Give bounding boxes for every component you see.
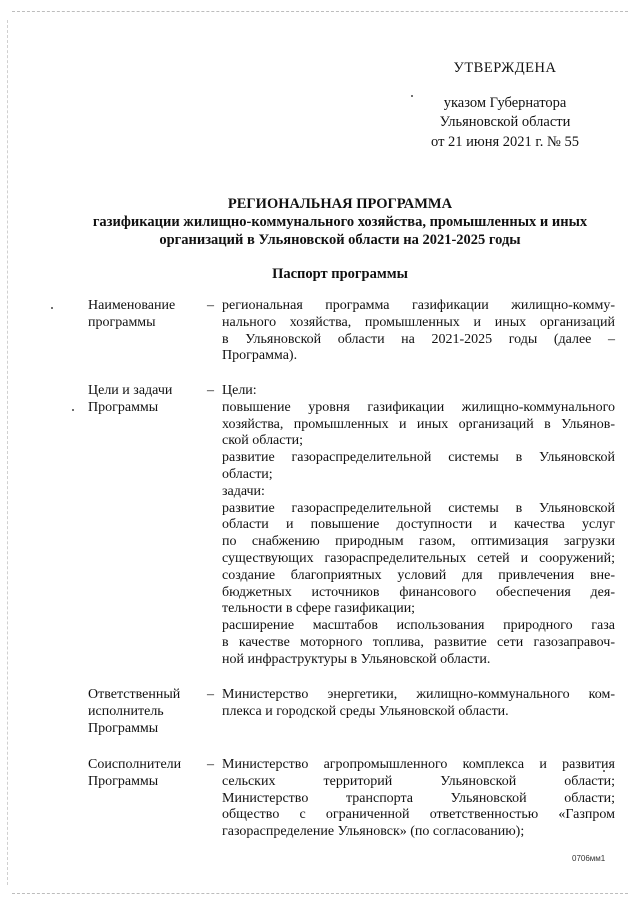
content-line: общество с ограниченной ответственностью «Газпром bbox=[222, 807, 615, 823]
document-title: РЕГИОНАЛЬНАЯ ПРОГРАММА bbox=[227, 196, 453, 212]
content-line: хозяйства, промышленных и иных организаций в Ульянов- bbox=[222, 416, 615, 432]
label-line: Цели и задачи bbox=[88, 383, 173, 398]
scan-border-top bbox=[12, 11, 628, 12]
content-line: газораспределение Ульяновск» (по согласованию); bbox=[222, 824, 525, 840]
label-line: Программы bbox=[88, 773, 159, 789]
content-line: создание благоприятных условий для привлечения вне- bbox=[222, 567, 615, 583]
content-line: бюджетных источников финансового обеспечения дея- bbox=[222, 584, 615, 600]
passport-row-label bbox=[88, 383, 198, 417]
passport-row-content bbox=[222, 298, 615, 365]
content-line: Цели: bbox=[222, 383, 257, 398]
label-line: Соисполнители bbox=[88, 757, 182, 772]
passport-heading: Паспорт программы bbox=[272, 266, 408, 282]
content-line: Министерство агропромышленного комплекса и развития bbox=[222, 757, 615, 772]
passport-row-label bbox=[88, 298, 198, 332]
row-dash: – bbox=[207, 757, 214, 772]
content-line: области; bbox=[222, 466, 273, 482]
content-line: Программа). bbox=[222, 348, 298, 364]
scan-speck bbox=[51, 307, 53, 309]
approval-line: указом Губернатора bbox=[443, 95, 567, 111]
label-line: исполнитель bbox=[88, 703, 164, 719]
footer-code: 0706мм1 bbox=[572, 854, 606, 863]
content-line: области и повышение доступности и качества услуг bbox=[222, 517, 615, 533]
label-line: Наименование bbox=[88, 298, 176, 313]
content-line: в качестве моторного топлива, развитие сети газозаправоч- bbox=[222, 634, 615, 650]
content-line: сельских территорий Ульяновской области; bbox=[222, 773, 615, 789]
label-line: Ответственный bbox=[88, 687, 181, 702]
content-line: развитие газораспределительной системы в Ульяновской bbox=[222, 450, 615, 466]
label-line: Программы bbox=[88, 720, 159, 736]
scan-speck bbox=[72, 409, 74, 411]
content-line: региональная программа газификации жилищно-комму- bbox=[222, 298, 615, 313]
content-line: плекса и городской среды Ульяновской области. bbox=[222, 703, 509, 719]
passport-row-content bbox=[222, 383, 615, 669]
label-line: Программы bbox=[88, 399, 159, 415]
content-line: повышение уровня газификации жилищно-коммунального bbox=[222, 399, 615, 415]
content-line: Министерство транспорта Ульяновской области; bbox=[222, 790, 615, 806]
scan-border-left bbox=[7, 20, 8, 885]
document-title-line: организаций в Ульяновской области на 2021-2025 годы bbox=[159, 232, 521, 248]
approval-heading: УТВЕРЖДЕНА bbox=[453, 60, 557, 76]
row-dash: – bbox=[207, 687, 214, 702]
row-dash: – bbox=[207, 298, 214, 313]
content-line: тельности в сфере газификации; bbox=[222, 601, 416, 617]
label-line: программы bbox=[88, 314, 156, 330]
content-line: в Ульяновской области на 2021-2025 годы (далее – bbox=[222, 331, 615, 347]
content-line: ской области; bbox=[222, 433, 303, 449]
content-line: задачи: bbox=[222, 483, 265, 499]
passport-row-label bbox=[88, 757, 198, 791]
content-line: существующих газораспределительных сетей и сооружений; bbox=[222, 550, 615, 566]
passport-row-content bbox=[222, 757, 615, 841]
content-line: Министерство энергетики, жилищно-коммунального ком- bbox=[222, 687, 615, 702]
approval-line: Ульяновской области bbox=[439, 114, 571, 130]
passport-row-content bbox=[222, 687, 615, 721]
document-title-line: газификации жилищно-коммунального хозяйства, промышленных и иных bbox=[92, 214, 588, 230]
content-line: по снабжению природным газом, оптимизация загрузки bbox=[222, 534, 615, 550]
scan-border-bottom bbox=[12, 893, 628, 894]
approval-date: от 21 июня 2021 г. № 55 bbox=[431, 134, 579, 150]
passport-row-label bbox=[88, 687, 198, 737]
content-line: нального хозяйства, промышленных и иных организаций bbox=[222, 314, 615, 330]
content-line: расширение масштабов использования природного газа bbox=[222, 618, 615, 634]
content-line: развитие газораспределительной системы в Ульяновской bbox=[222, 500, 615, 516]
row-dash: – bbox=[207, 383, 214, 398]
content-line: ной инфраструктуры в Ульяновской области. bbox=[222, 651, 491, 667]
